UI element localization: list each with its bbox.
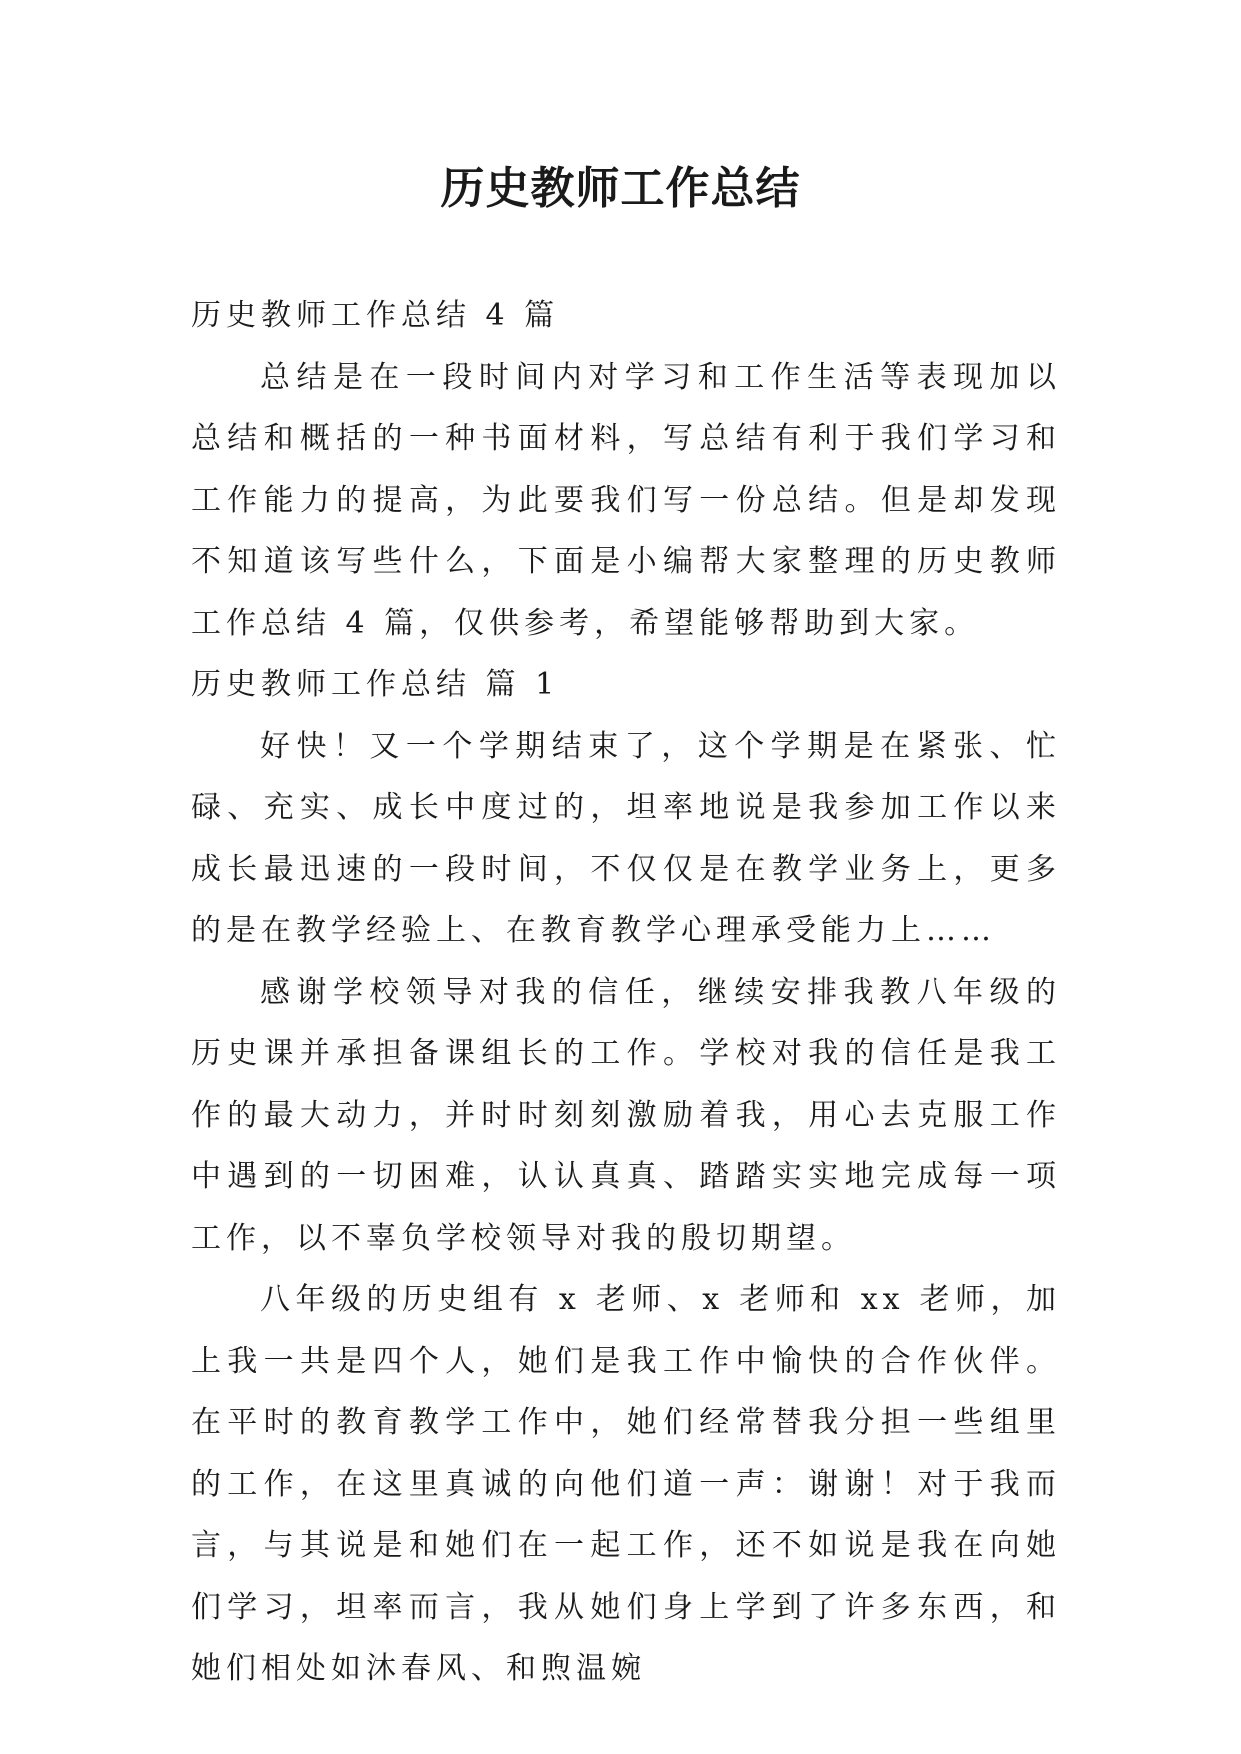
intro-paragraph: 总结是在一段时间内对学习和工作生活等表现加以总结和概括的一种书面材料，写总结有利于我们学习和工作能力的提高，为此要我们写一份总结。但是却发现不知道该写些什么，下面是小编帮大家整理的历史教师工作总结 4 篇，仅供参考，希望能够帮助到大家。	[191, 359, 1061, 641]
section-heading: 历史教师工作总结 篇 1	[191, 667, 560, 702]
body-paragraph: 八年级的历史组有 x 老师、x 老师和 xx 老师，加上我一共是四个人，她们是我工作中愉快的合作伙伴。在平时的教育教学工作中，她们经常替我分担一些组里的工作，在这里真诚的向他们道一声：谢谢！对于我而言，与其说是和她们在一起工作，还不如说是我在向她们学习，坦率而言，我从她们身上学到了许多东西，和她们相处如沐春风、和煦温婉	[191, 1282, 1061, 1686]
body-paragraph: 感谢学校领导对我的信任，继续安排我教八年级的历史课并承担备课组长的工作。学校对我的信任是我工作的最大动力，并时时刻刻激励着我，用心去克服工作中遇到的一切困难，认认真真、踏踏实实地完成每一项工作，以不辜负学校领导对我的殷切期望。	[191, 974, 1061, 1256]
body-paragraph: 好快！又一个学期结束了，这个学期是在紧张、忙碌、充实、成长中度过的，坦率地说是我参加工作以来成长最迅速的一段时间，不仅仅是在教学业务上，更多的是在教学经验上、在教育教学心理承受能力上……	[191, 728, 1061, 948]
document-subtitle: 历史教师工作总结 4 篇	[191, 298, 560, 333]
document-title: 历史教师工作总结	[440, 163, 801, 214]
document-body	[191, 285, 1061, 1700]
